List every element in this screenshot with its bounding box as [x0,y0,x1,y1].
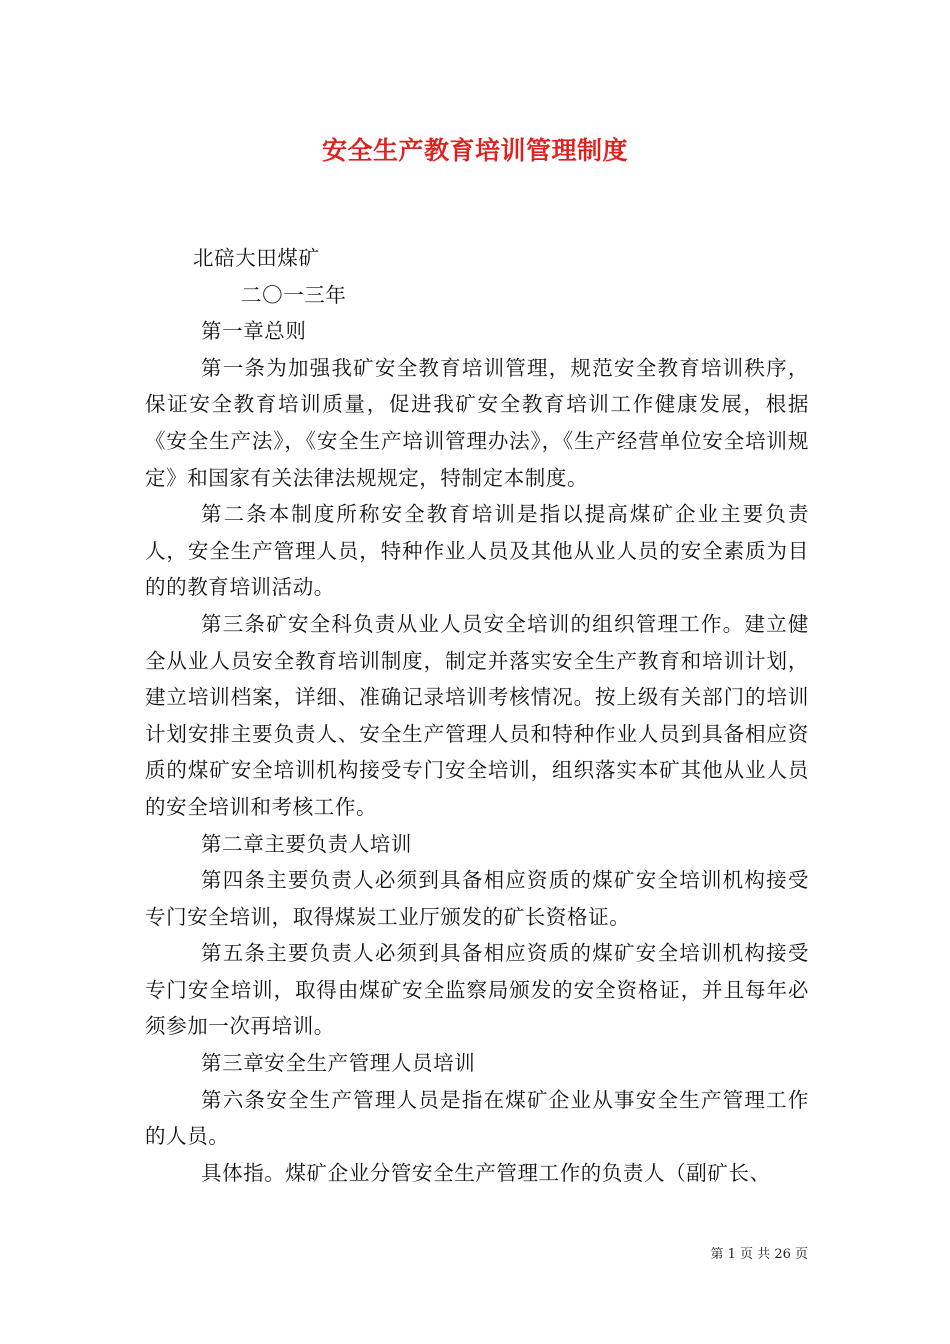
article-paragraph: 第二条本制度所称安全教育培训是指以提高煤矿企业主要负责人，安全生产管理人员，特种作业人员及其他从业人员的安全素质为目的的教育培训活动。 [145,502,809,600]
article-paragraph: 第五条主要负责人必须到具备相应资质的煤矿安全培训机构接受专门安全培训，取得由煤矿安全监察局颁发的安全资格证，并且每年必须参加一次再培训。 [145,941,809,1039]
chapter-heading: 第三章安全生产管理人员培训 [201,1051,476,1076]
document-title: 安全生产教育培训管理制度 [321,136,628,165]
document-year: 二〇一三年 [241,282,347,307]
article-paragraph: 第三条矿安全科负责从业人员安全培训的组织管理工作。建立健全从业人员安全教育培训制度，制定并落实安全生产教育和培训计划，建立培训档案，详细、准确记录培训考核情况。按上级有关部门的培训计划安排主要负责人、安全生产管理人员和特种作业人员到具备相应资质的煤矿安全培训机构接受专门安全培训，组织落实本矿其他从业人员的安全培训和考核工作。 [145,611,809,819]
page-number: 第 1 页 共 26 页 [710,1247,808,1262]
chapter-heading: 第一章总则 [201,319,307,344]
article-paragraph: 第四条主要负责人必须到具备相应资质的煤矿安全培训机构接受专门安全培训，取得煤炭工业厅颁发的矿长资格证。 [145,868,809,929]
article-paragraph: 具体指。煤矿企业分管安全生产管理工作的负责人（副矿长、 [201,1160,771,1185]
organization-name: 北碚大田煤矿 [193,246,320,270]
chapter-heading: 第二章主要负责人培训 [201,831,412,856]
document-body [145,240,809,1191]
article-paragraph: 第一条为加强我矿安全教育培训管理，规范安全教育培训秩序，保证安全教育培训质量，促进我矿安全教育培训工作健康发展，根据《安全生产法》，《安全生产培训管理办法》，《生产经营单位安全培训规定》和国家有关法律法规规定，特制定本制度。 [145,355,809,490]
article-paragraph: 第六条安全生产管理人员是指在煤矿企业从事安全生产管理工作的人员。 [145,1087,809,1149]
